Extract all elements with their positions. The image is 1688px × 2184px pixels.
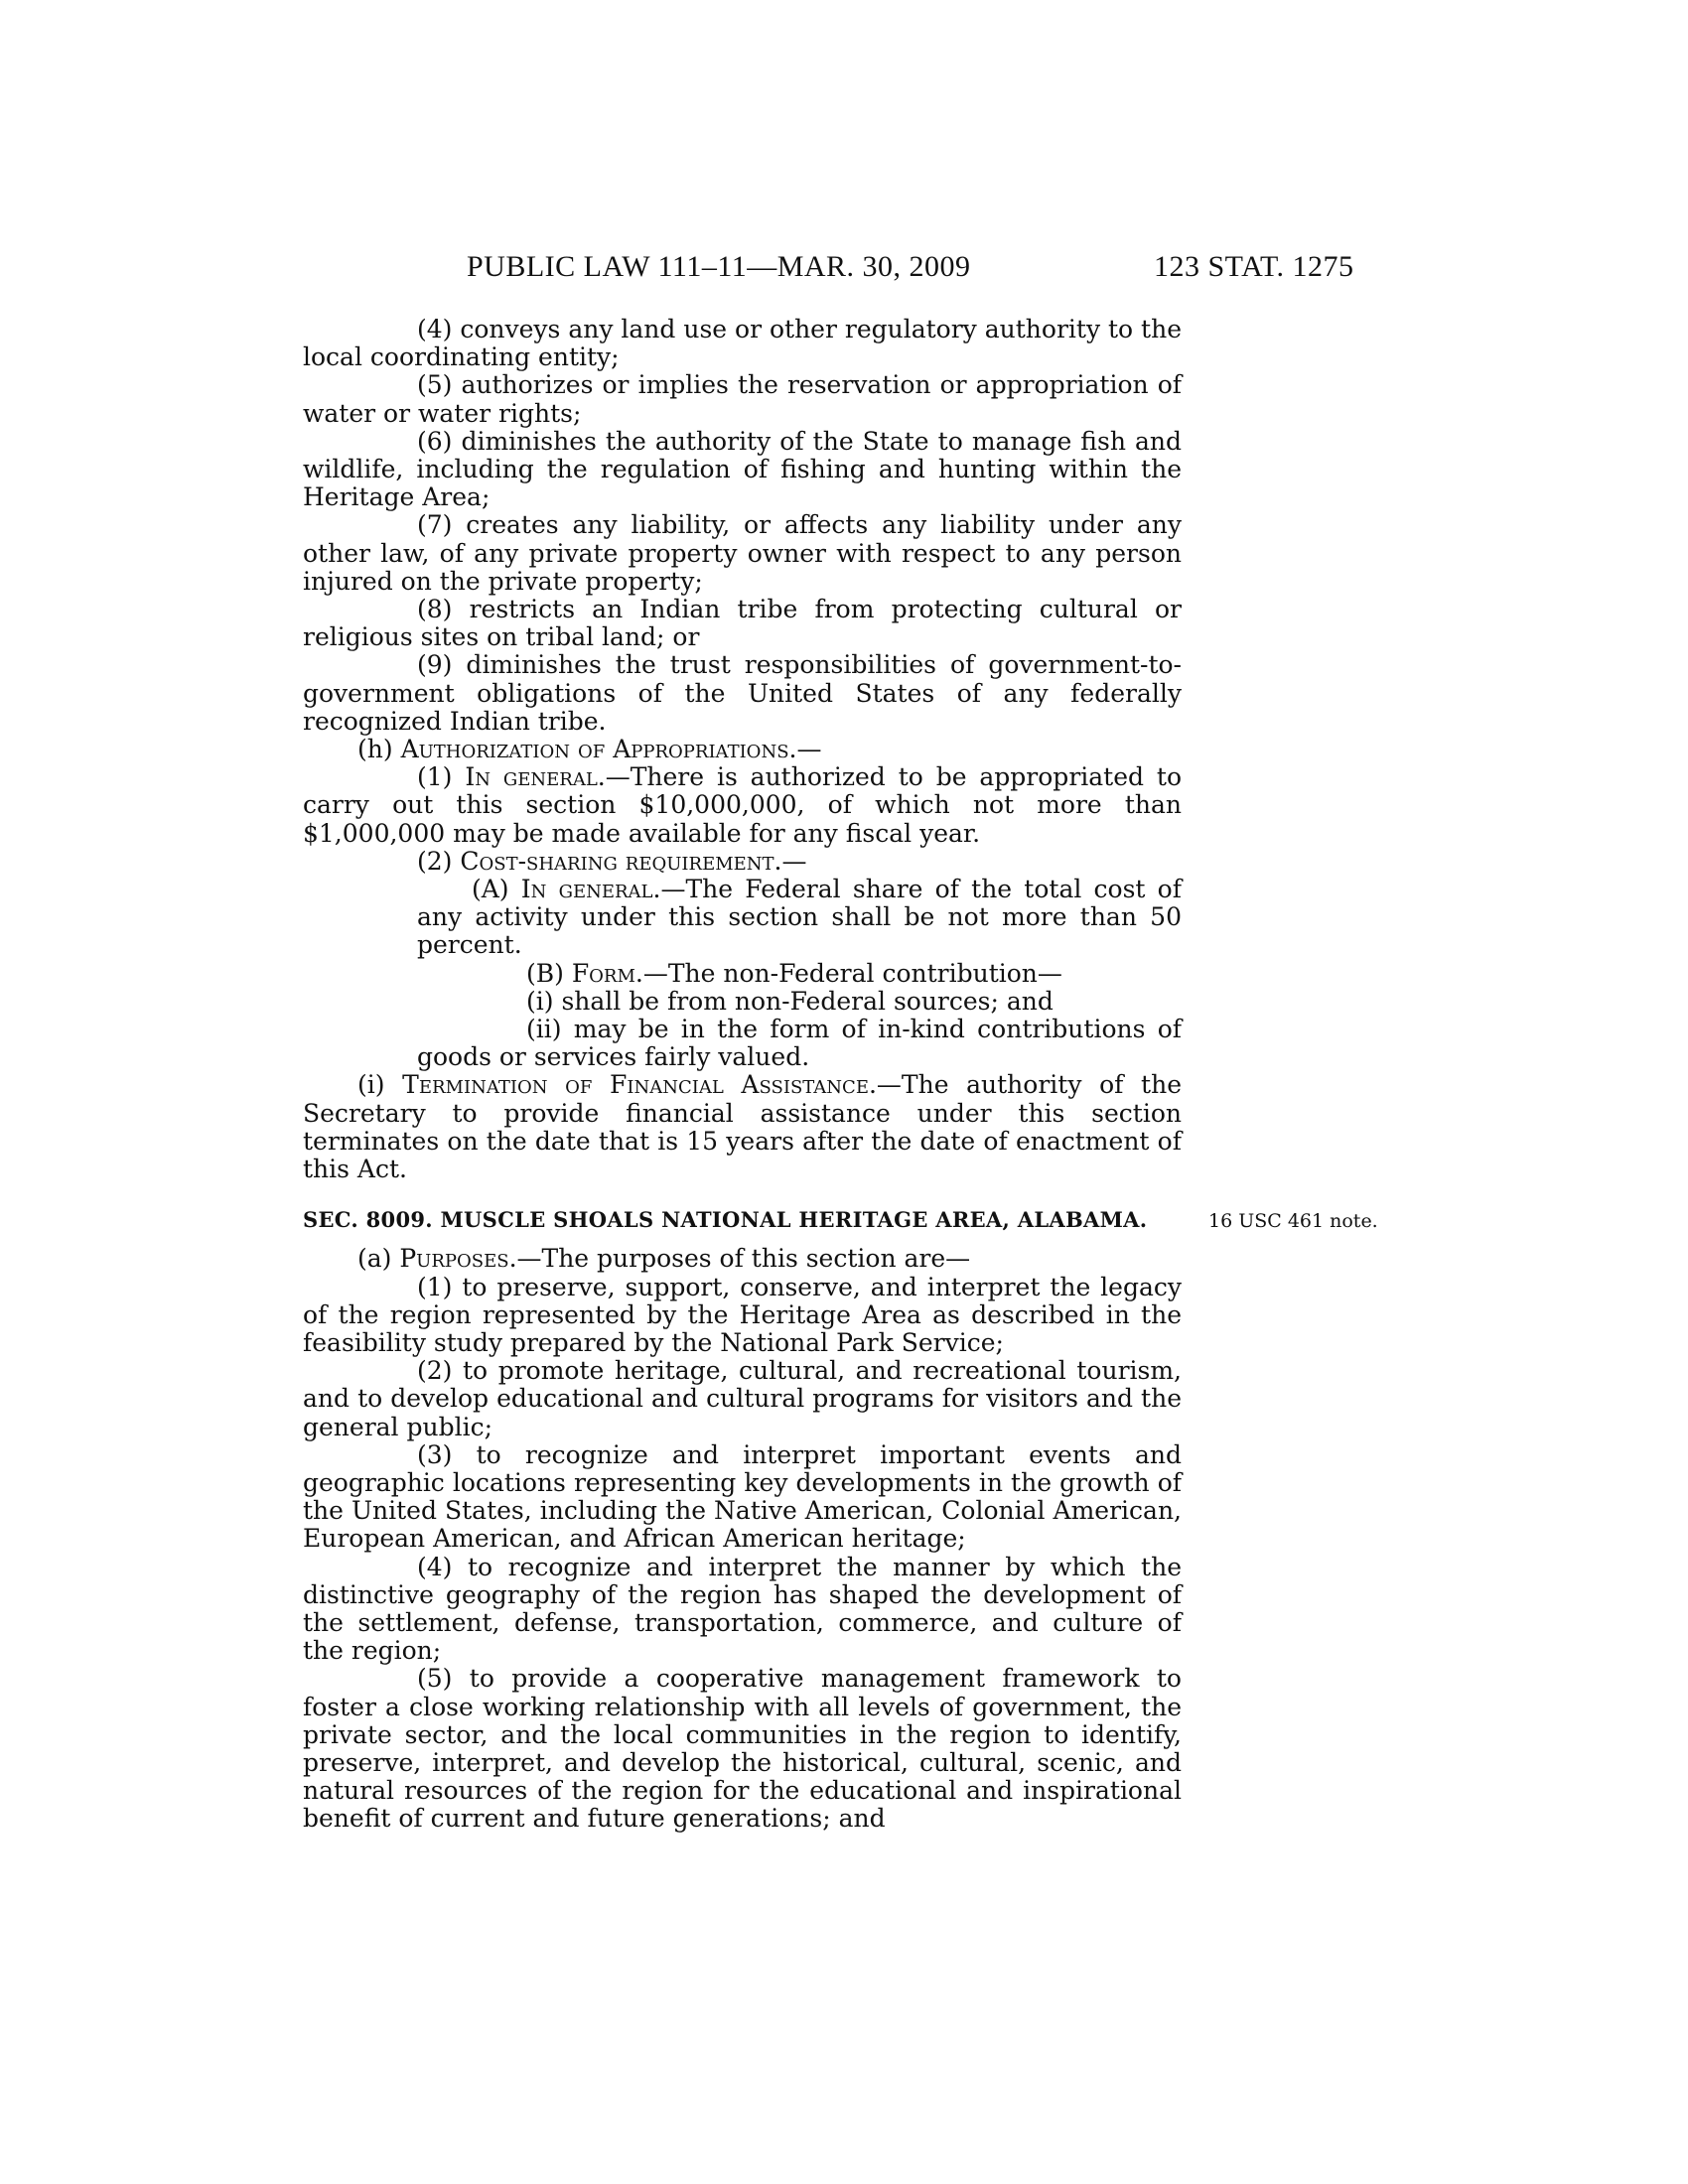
paragraph-h1-title: In general [465,762,598,792]
subsection-a-title: Purposes [399,1244,509,1274]
purpose-5: (5) to provide a cooperative management framework to foster a close working relationship with all levels of government, the private sector, and the local communities in the region to identify, preserve, interpret, and develop the historical, cultural, scenic, and natural resources of the region for the educational and inspirational benefit of current and future generations; and [303,1664,1182,1834]
subparagraph-h2A-title: In general [520,875,653,904]
paragraph-g4: (4) conveys any land use or other regulatory authority to the local coordinating entity; [303,315,1182,372]
subsection-h-heading [303,736,1182,763]
clause-h2B-i: (i) shall be from non-Federal sources; and [526,986,1054,1016]
subsection-i-title: Termination of Financial Assistance [402,1070,869,1100]
paragraph-g8: (8) restricts an Indian tribe from protecting cultural or religious sites on tribal land; or [303,595,1182,652]
subsection-h-label: (h) [357,735,401,764]
section-8009-heading: SEC. 8009. MUSCLE SHOALS NATIONAL HERITAGE AREA, ALABAMA. [303,1207,1148,1233]
subsection-a-text: .—The purposes of this section are— [508,1244,971,1274]
subparagraph-h2B-label: (B) [526,958,572,988]
section-heading-row [303,1205,1378,1235]
paragraph-h2-label: (2) [417,846,461,876]
statute-page-number: 123 STAT. 1275 [1154,250,1354,283]
subsection-a-purposes [303,1245,1182,1273]
paragraph-h1-text: .—There is authorized to be appropriated to carry out this section $10,000,000, of which not more than $1,000,000 may be made available for any fiscal year. [303,762,1183,848]
subparagraph-h2B-title: Form [571,958,635,988]
usc-margin-note: 16 USC 461 note. [1208,1210,1378,1233]
paragraph-g9: (9) diminishes the trust responsibilities of government-to-government obligations of the United States of any federally recognized Indian tribe. [303,650,1182,736]
subsection-a-label: (a) [357,1244,400,1274]
subparagraph-h2B [303,960,1182,988]
purpose-4: (4) to recognize and interpret the manner by which the distinctive geography of the region has shaped the development of the settlement, defense, transportation, commerce, and culture of the region; [303,1552,1182,1666]
subsection-h-title: Authorization of Appropriations [400,735,789,764]
subsection-i [303,1071,1182,1183]
page-header [0,250,1688,290]
paragraph-h2-dash: .— [774,846,807,876]
public-law-title: PUBLIC LAW 111–11—MAR. 30, 2009 [467,250,971,283]
purpose-3: (3) to recognize and interpret important events and geographic locations representing key developments in the growth of the United States, including the Native American, Colonial American, European American, and African American heritage; [303,1439,1182,1554]
body-text [303,315,1378,1834]
purpose-2: (2) to promote heritage, cultural, and recreational tourism, and to develop educational and cultural programs for visitors and the general public; [303,1356,1182,1441]
subsection-i-label: (i) [357,1070,403,1100]
subparagraph-h2A-label: (A) [472,875,521,904]
subsection-i-text: .—The authority of the Secretary to provide financial assistance under this section terminates on the date that is 15 years after the date of enactment of this Act. [303,1070,1182,1184]
clause-h2B-ii: (ii) may be in the form of in-kind contributions of goods or services fairly valued. [417,1015,1182,1072]
subparagraph-h2B-text: .—The non-Federal contribution— [634,958,1062,988]
paragraph-h2-title: Cost-sharing requirement [460,846,774,876]
paragraph-g7: (7) creates any liability, or affects any liability under any other law, of any private property owner with respect to any person injured on the private property; [303,510,1182,596]
purpose-1: (1) to preserve, support, conserve, and interpret the legacy of the region represented by the Heritage Area as described in the feasibility study prepared by the National Park Service; [303,1272,1182,1357]
paragraph-g6: (6) diminishes the authority of the State to manage fish and wildlife, including the regulation of fishing and hunting within the Heritage Area; [303,426,1182,512]
subparagraph-h2A-text: .—The Federal share of the total cost of any activity under this section shall be not more than 50 percent. [417,875,1182,960]
paragraph-h1-label: (1) [417,762,466,792]
paragraph-h2-heading [303,848,1182,876]
paragraph-h1 [303,763,1182,848]
subsection-h-dash: .— [788,735,822,764]
paragraph-g5: (5) authorizes or implies the reservation or appropriation of water or water rights; [303,370,1182,428]
subparagraph-h2A [303,876,1182,960]
